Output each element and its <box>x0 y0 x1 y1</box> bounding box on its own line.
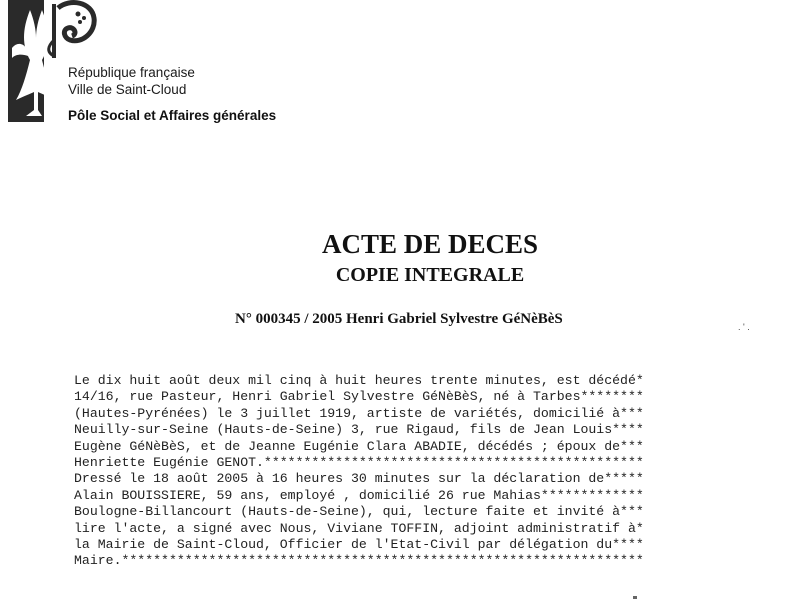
body-line: la Mairie de Saint-Cloud, Officier de l'Etat-Civil par délégation du**** <box>74 537 644 553</box>
body-line: Neuilly-sur-Seine (Hauts-de-Seine) 3, rue Rigaud, fils de Jean Louis**** <box>74 422 644 438</box>
department-name: Pôle Social et Affaires générales <box>68 108 277 123</box>
body-line: Boulogne-Billancourt (Hauts-de-Seine), qui, lecture faite et invité à*** <box>74 504 644 520</box>
body-line: Eugène GéNèBèS, et de Jeanne Eugénie Clara ABADIE, décédés ; époux de*** <box>74 438 644 454</box>
body-line: Henriette Eugénie GENOT.************************************************ <box>74 455 644 471</box>
body-line: lire l'acte, a signé avec Nous, Viviane TOFFIN, adjoint administratif à* <box>74 520 644 536</box>
scan-speck <box>633 596 637 599</box>
body-line: Dressé le 18 août 2005 à 16 heures 30 minutes sur la déclaration de***** <box>74 471 644 487</box>
city-name: Ville de Saint-Cloud <box>68 82 187 97</box>
certificate-body <box>74 373 644 570</box>
document-subtitle: COPIE INTEGRALE <box>335 264 525 286</box>
issuing-authority <box>68 64 276 123</box>
body-line: Maire.****************************************************************** <box>74 553 644 569</box>
country-name: République française <box>68 65 195 80</box>
body-line: (Hautes-Pyrénées) le 3 juillet 1919, artiste de variétés, domicilié à*** <box>74 405 644 421</box>
document-title: ACTE DE DECES <box>321 229 539 259</box>
margin-marks: . ' . <box>738 322 750 332</box>
body-line: Le dix huit août deux mil cinq à huit heures trente minutes, est décédé* <box>74 373 644 388</box>
body-line: 14/16, rue Pasteur, Henri Gabriel Sylvestre GéNèBèS, né à Tarbes******** <box>74 389 644 405</box>
record-reference: N° 000345 / 2005 Henri Gabriel Sylvestre GéNèBèS <box>235 311 563 327</box>
body-line: Alain BOUISSIERE, 59 ans, employé , domicilié 26 rue Mahias************* <box>74 487 644 503</box>
